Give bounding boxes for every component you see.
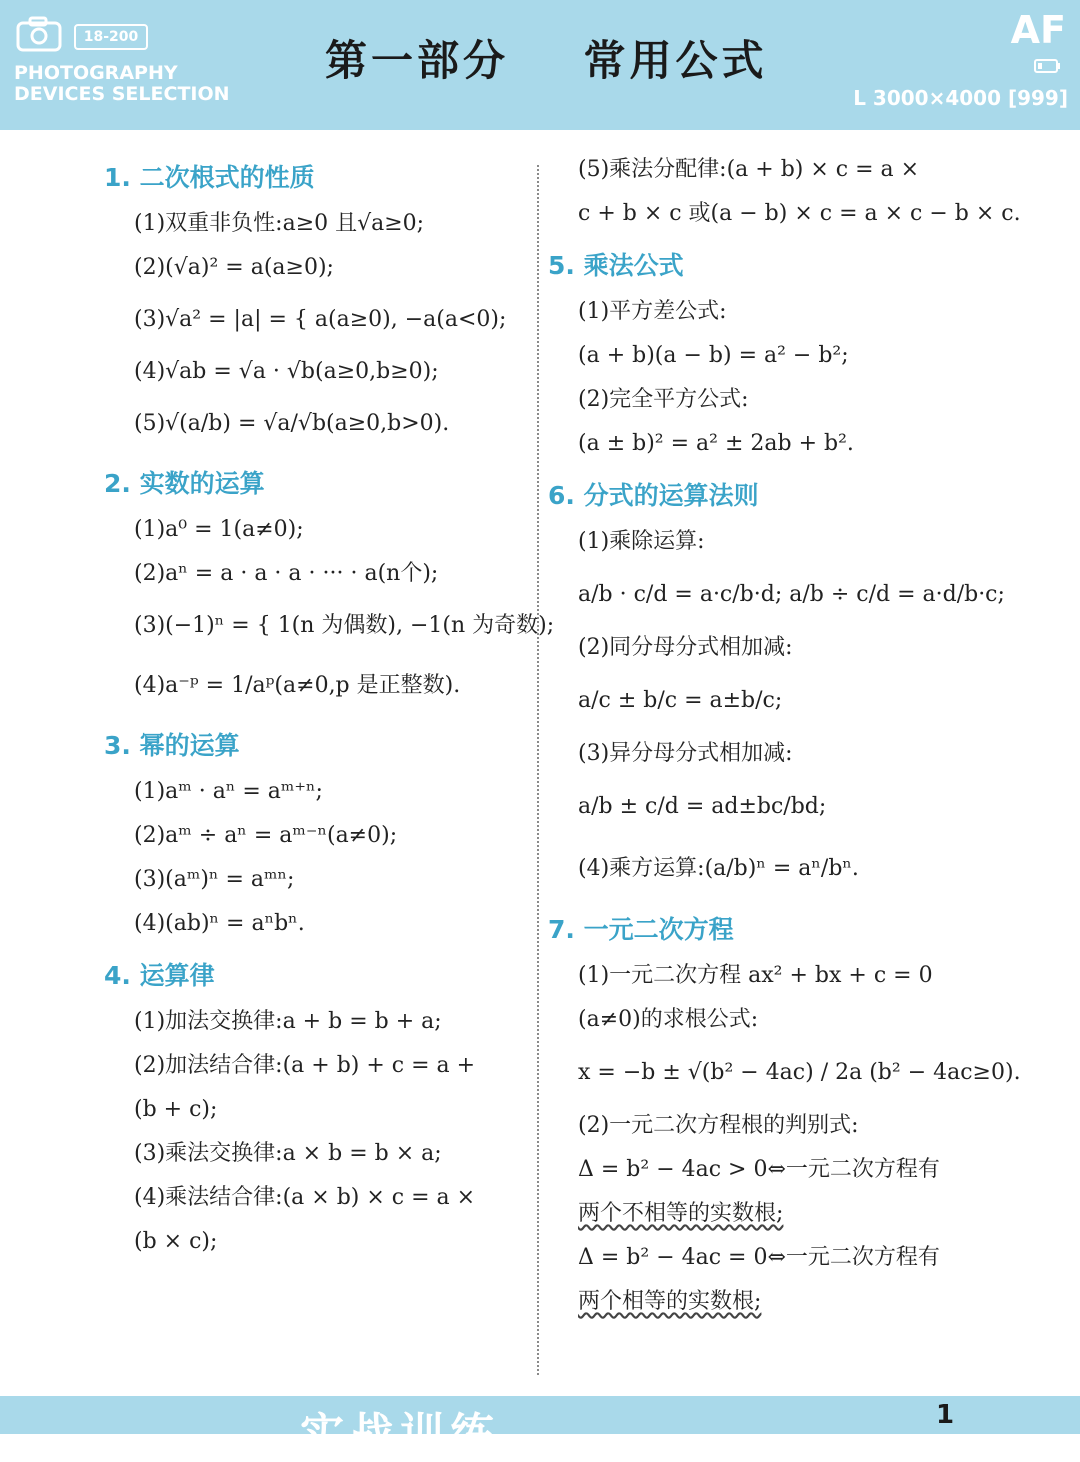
formula-line: (3)(−1)ⁿ = { 1(n 为偶数), −1(n 为奇数);: [134, 613, 555, 638]
formula-line: a/b · c/d = a·c/b·d; a/b ÷ c/d = a·d/b·c;: [578, 582, 1005, 607]
formula-line: a/b ± c/d = ad±bc/bd;: [578, 794, 827, 819]
formula-line: (a ± b)² = a² ± 2ab + b².: [578, 431, 854, 456]
brand-label: [14, 63, 230, 105]
header-band: [0, 0, 1080, 130]
formula-line: (1)乘除运算:: [578, 529, 705, 554]
formula-line: (a≠0)的求根公式:: [578, 1007, 759, 1032]
battery-icon: [1034, 58, 1062, 74]
formula-line: Δ = b² − 4ac > 0⇔一元二次方程有: [578, 1157, 940, 1182]
formula-line: (1)aᵐ · aⁿ = aᵐ⁺ⁿ;: [134, 779, 323, 804]
formula-line: (b + c);: [134, 1097, 218, 1122]
left-column: [104, 148, 555, 1264]
formula-line: (3)异分母分式相加减:: [578, 741, 793, 766]
formula-line: (2)完全平方公式:: [578, 387, 749, 412]
formula-line: 两个不相等的实数根;: [578, 1201, 784, 1226]
formula-line: (1)加法交换律:a + b = b + a;: [134, 1009, 442, 1034]
section-title-laws: 4. 运算律: [104, 961, 215, 990]
resolution-readout: L 3000×4000 [999]: [853, 86, 1068, 110]
section-title-powers: 3. 幂的运算: [104, 731, 240, 760]
formula-line: (4)乘法结合律:(a × b) × c = a ×: [134, 1185, 476, 1210]
brand-line-2: DEVICES SELECTION: [14, 83, 230, 105]
formula-line: (3)(aᵐ)ⁿ = aᵐⁿ;: [134, 867, 295, 892]
section-title-quadratic: 7. 一元二次方程: [548, 915, 734, 944]
formula-line: (2)aⁿ = a · a · a · ··· · a(n个);: [134, 561, 439, 586]
camera-icon: [16, 16, 64, 52]
formula-line: (1)一元二次方程 ax² + bx + c = 0: [578, 963, 933, 988]
formula-line: (2)aᵐ ÷ aⁿ = aᵐ⁻ⁿ(a≠0);: [134, 823, 398, 848]
column-divider: [537, 165, 539, 1375]
section-title-real-numbers: 2. 实数的运算: [104, 469, 265, 498]
brand-line-1: PHOTOGRAPHY: [14, 62, 178, 84]
formula-line: (b × c);: [134, 1229, 218, 1254]
formula-line: a/c ± b/c = a±b/c;: [578, 688, 783, 713]
section-title-fractions: 6. 分式的运算法则: [548, 481, 759, 510]
frame-badge: 18-200: [74, 24, 148, 50]
footer-band: [0, 1396, 1080, 1460]
af-logo: AF: [1010, 8, 1066, 52]
section-title-multiplication: 5. 乘法公式: [548, 251, 684, 280]
formula-line: (3)√a² = |a| = { a(a≥0), −a(a<0);: [134, 307, 507, 332]
formula-line: (1)平方差公式:: [578, 299, 727, 324]
formula-line: x = −b ± √(b² − 4ac) / 2a (b² − 4ac≥0).: [578, 1060, 1021, 1085]
formula-line: (2)同分母分式相加减:: [578, 635, 793, 660]
formula-line: 两个相等的实数根;: [578, 1289, 762, 1314]
formula-line: (2)一元二次方程根的判别式:: [578, 1113, 859, 1138]
formula-line: (1)a⁰ = 1(a≠0);: [134, 517, 304, 542]
section-title-radicals: 1. 二次根式的性质: [104, 163, 315, 192]
page-title: 第一部分 常用公式: [325, 36, 768, 85]
formula-line: (5)√(a/b) = √a/√b(a≥0,b>0).: [134, 411, 450, 436]
page-number: 1: [936, 1400, 955, 1430]
formula-line: (5)乘法分配律:(a + b) × c = a ×: [578, 157, 920, 182]
formula-line: Δ = b² − 4ac = 0⇔一元二次方程有: [578, 1245, 940, 1270]
right-column: [548, 148, 1021, 1324]
formula-line: (4)(ab)ⁿ = aⁿbⁿ.: [134, 911, 305, 936]
formula-line: (2)(√a)² = a(a≥0);: [134, 255, 334, 280]
formula-line: (a + b)(a − b) = a² − b²;: [578, 343, 849, 368]
formula-line: (1)双重非负性:a≥0 且√a≥0;: [134, 211, 425, 236]
formula-line: (4)乘方运算:(a/b)ⁿ = aⁿ/bⁿ.: [578, 856, 859, 881]
formula-line: (2)加法结合律:(a + b) + c = a +: [134, 1053, 476, 1078]
formula-line: (4)√ab = √a · √b(a≥0,b≥0);: [134, 359, 439, 384]
formula-line: (4)a⁻ᵖ = 1/aᵖ(a≠0,p 是正整数).: [134, 673, 461, 698]
formula-line: (3)乘法交换律:a × b = b × a;: [134, 1141, 442, 1166]
formula-line: c + b × c 或(a − b) × c = a × c − b × c.: [578, 201, 1021, 226]
footer-title: 实战训练: [300, 1409, 500, 1460]
